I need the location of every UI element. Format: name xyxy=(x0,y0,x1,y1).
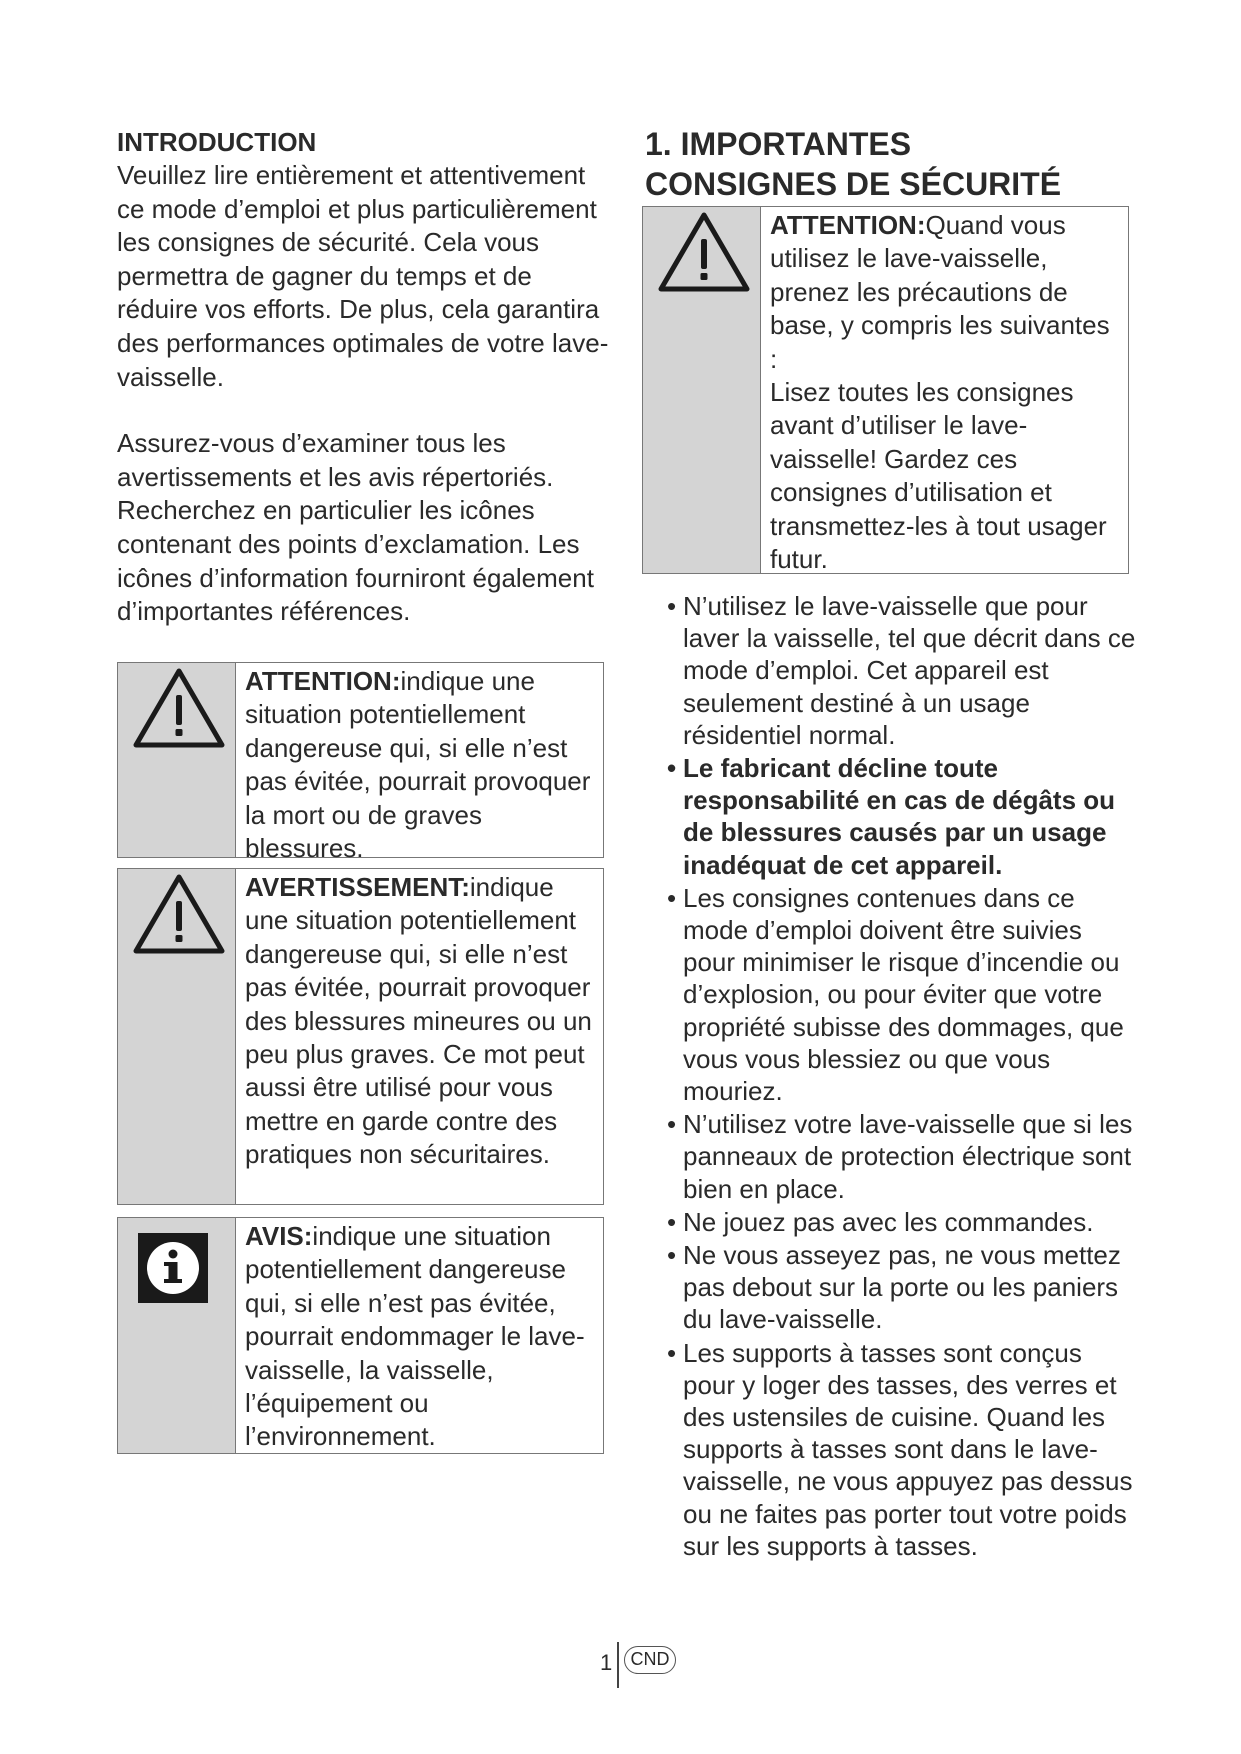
safety-attention-paragraph-2: Lisez toutes les consignes avant d’utiliser le lave-vaisselle! Gardez ces consignes d’utilisation et transmettez-les à tout usager futur. xyxy=(770,377,1107,575)
info-icon xyxy=(138,1233,208,1303)
list-item xyxy=(667,882,1137,1107)
avis-text xyxy=(236,1218,603,1453)
introduction-heading: INTRODUCTION xyxy=(117,127,317,157)
footer-separator xyxy=(617,1642,619,1688)
bullet-text: Ne vous asseyez pas, ne vous mettez pas debout sur la porte ou les paniers du lave-vaisselle. xyxy=(683,1240,1121,1335)
bullet-text: Le fabricant décline toute responsabilité en cas de dégâts ou de blessures causés par un usage inadéquat de cet appareil. xyxy=(683,753,1116,880)
avis-lead: AVIS: xyxy=(245,1221,313,1251)
safety-attention-text xyxy=(761,207,1128,573)
bullet-text: Les supports à tasses sont conçus pour y loger des tasses, des verres et des ustensiles de cuisine. Quand les supports à tasses sont dans le lave-vaisselle, ne vous appuyez pas dessus ou ne faites pas porter tout votre poids sur les supports à tasses. xyxy=(683,1337,1133,1561)
bullet-dot: • xyxy=(667,1240,677,1271)
avertissement-callout xyxy=(117,868,604,1205)
page-footer xyxy=(600,1642,720,1688)
list-item xyxy=(667,1337,1137,1562)
bullet-text: Les consignes contenues dans ce mode d’emploi doivent être suivies pour minimiser le risque d’incendie ou d’explosion, ou pour éviter que votre propriété subisse des dommages, que vous vous blessiez ou que vous mouriez. xyxy=(683,882,1124,1107)
attention-icon-cell xyxy=(118,663,236,857)
bullet-text: N’utilisez votre lave-vaisselle que si les panneaux de protection électrique sont bien en place. xyxy=(683,1109,1133,1204)
bullet-dot: • xyxy=(667,753,677,784)
section-title-line-2: CONSIGNES DE SÉCURITÉ xyxy=(645,166,1062,202)
introduction-section xyxy=(117,126,617,629)
avis-body: indique une situation potentiellement dangereuse qui, si elle n’est pas évitée, pourrait endommager le lave-vaisselle, la vaisselle, l’équipement ou l’environnement. xyxy=(245,1221,585,1452)
avis-callout xyxy=(117,1217,604,1454)
list-item xyxy=(667,1239,1137,1336)
section-title-line-1: 1. IMPORTANTES xyxy=(645,126,912,162)
warning-triangle-icon xyxy=(132,871,226,955)
list-item xyxy=(667,1206,1137,1238)
attention-callout xyxy=(117,662,604,864)
list-item xyxy=(667,1108,1137,1205)
list-item xyxy=(667,590,1137,751)
country-badge: CND xyxy=(624,1646,676,1674)
avertissement-icon-cell xyxy=(118,869,236,1204)
section-title xyxy=(645,124,1145,204)
warning-triangle-icon xyxy=(657,209,751,293)
warning-triangle-icon xyxy=(132,665,226,749)
bullet-dot: • xyxy=(667,591,677,621)
safety-attention-callout xyxy=(642,206,1129,574)
bullet-text: N’utilisez le lave-vaisselle que pour laver la vaisselle, tel que décrit dans ce mode d’emploi. Cet appareil est seulement destiné à un usage résidentiel normal. xyxy=(683,591,1136,750)
safety-attention-lead: ATTENTION: xyxy=(770,210,926,240)
bullet-dot: • xyxy=(667,1109,677,1140)
attention-body: indique une situation potentiellement dangereuse qui, si elle n’est pas évitée, pourrait provoquer la mort ou de graves blessures. xyxy=(245,666,591,864)
avertissement-lead: AVERTISSEMENT: xyxy=(245,872,470,902)
attention-text xyxy=(236,663,603,864)
bullet-dot: • xyxy=(667,1337,677,1368)
safety-section xyxy=(645,124,1145,208)
page-number: 1 xyxy=(600,1650,613,1675)
bullet-dot: • xyxy=(667,1206,677,1237)
safety-bullet-list xyxy=(667,590,1137,1563)
safety-attention-body-1: Quand vous utilisez le lave-vaisselle, prenez les précautions de base, y compris les suivantes : xyxy=(770,210,1110,374)
safety-attention-icon-cell xyxy=(643,207,761,573)
avertissement-body: indique une situation potentiellement dangereuse qui, si elle n’est pas évitée, pourrait provoquer des blessures mineures ou un peu plus graves. Ce mot peut aussi être utilisé pour vous mettre en garde contre des pratiques non sécuritaires. xyxy=(245,872,592,1170)
bullet-dot: • xyxy=(667,882,677,913)
introduction-paragraph-1: Veuillez lire entièrement et attentivement ce mode d’emploi et plus particulièrement les consignes de sécurité. Cela vous permettra de gagner du temps et de réduire vos efforts. De plus, cela garantira des performances optimales de votre lave-vaisselle. xyxy=(117,160,609,392)
avertissement-text xyxy=(236,869,603,1204)
avis-icon-cell xyxy=(118,1218,236,1453)
attention-lead: ATTENTION: xyxy=(245,666,401,696)
list-item xyxy=(667,752,1137,881)
safety-attention-paragraph-1 xyxy=(770,209,1124,376)
bullet-text: Ne jouez pas avec les commandes. xyxy=(683,1206,1094,1237)
introduction-paragraph-2: Assurez-vous d’examiner tous les avertissements et les avis répertoriés. Recherchez en particulier les icônes contenant des points d’exclamation. Les icônes d’information fourniront également d’importantes références. xyxy=(117,428,594,627)
